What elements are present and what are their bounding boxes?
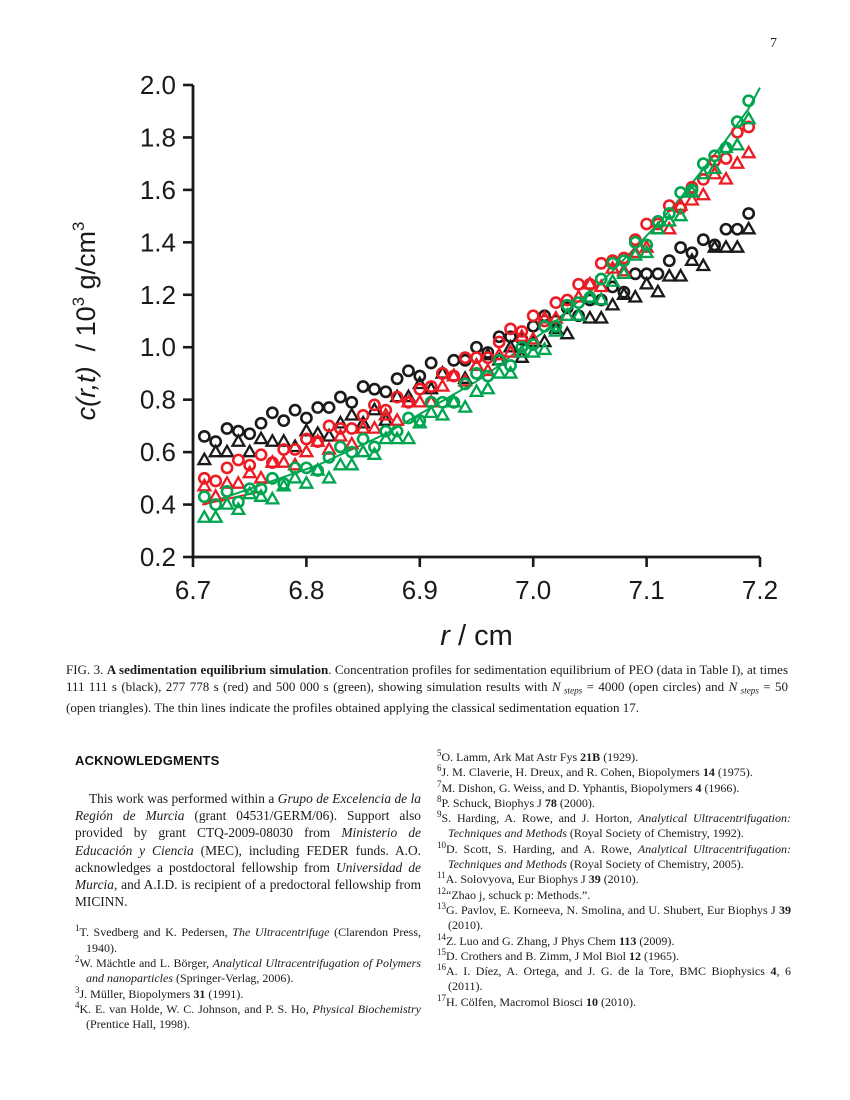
text-segment: (2010). <box>600 872 639 887</box>
x-tick-label: 6.7 <box>174 575 212 605</box>
reference-number: 15 <box>437 946 446 957</box>
data-point-triangle <box>335 459 347 469</box>
data-point-circle <box>596 258 606 268</box>
data-point-triangle <box>255 433 267 443</box>
reference-item <box>75 956 421 987</box>
text-segment: (1965). <box>641 948 679 963</box>
text-segment: 78 <box>544 795 557 810</box>
text-segment: 14 <box>702 765 715 780</box>
data-point-circle <box>664 256 674 266</box>
text-segment: A. Solovyova, Eur Biophys J <box>445 872 589 887</box>
reference-number: 4 <box>75 999 80 1010</box>
data-point-triangle <box>301 477 313 487</box>
data-point-circle <box>267 408 277 418</box>
reference-number: 11 <box>437 870 446 881</box>
data-point-circle <box>199 492 209 502</box>
figure-3-chart <box>55 50 795 670</box>
data-point-triangle <box>244 446 256 456</box>
text-segment: W. Mächtle and L. Börger, <box>79 956 213 971</box>
data-point-circle <box>211 476 221 486</box>
data-point-circle <box>222 423 232 433</box>
data-point-circle <box>744 208 754 218</box>
data-point-circle <box>471 342 481 352</box>
data-point-circle <box>233 455 243 465</box>
text-segment: G. Pavlov, E. Korneeva, N. Smolina, and U. Shubert, Eur Biophys J <box>446 902 779 917</box>
text-segment: (2010). <box>597 994 636 1009</box>
data-point-triangle <box>437 409 449 419</box>
data-point-circle <box>313 402 323 412</box>
acknowledgments-text <box>75 790 421 910</box>
scatter-series-green-circles <box>199 96 754 510</box>
reference-number: 2 <box>75 954 80 965</box>
reference-number: 3 <box>75 984 80 995</box>
x-tick-label: 7.2 <box>741 575 779 605</box>
y-tick-label: 1.2 <box>139 279 176 310</box>
data-point-circle <box>358 434 368 444</box>
data-point-triangle <box>720 241 732 251</box>
data-point-triangle <box>697 260 709 270</box>
text-segment: J. M. Claverie, H. Dreux, and R. Cohen, Biopolymers <box>441 765 703 780</box>
reference-number: 1 <box>75 923 80 934</box>
data-point-circle <box>290 444 300 454</box>
reference-item <box>437 811 791 842</box>
text-segment: (Clarendon Press, 1940). <box>86 925 421 955</box>
data-point-triangle <box>210 446 222 456</box>
data-point-circle <box>392 374 402 384</box>
reference-item <box>75 925 421 956</box>
text-segment: (Prentice Hall, 1998). <box>86 1017 190 1032</box>
data-point-circle <box>381 387 391 397</box>
text-segment: (2010). <box>448 918 483 933</box>
text-segment: , and A.I.D. is recipient of a predoctoral fellowship from MICINN. <box>75 877 421 910</box>
reference-item <box>75 984 421 1002</box>
data-point-circle <box>335 442 345 452</box>
text-segment: 21B <box>580 750 601 764</box>
y-tick-label: 0.2 <box>139 542 176 572</box>
data-point-triangle <box>675 270 687 280</box>
data-point-triangle <box>210 511 222 521</box>
data-point-circle <box>426 358 436 368</box>
data-point-circle <box>551 298 561 308</box>
text-segment: (Royal Society of Chemistry, 1992). <box>566 826 744 841</box>
text-segment: O. Lamm, Ark Mat Astr Fys <box>441 750 581 764</box>
data-point-circle <box>630 269 640 279</box>
x-tick-label: 7.0 <box>515 575 552 605</box>
y-tick-label: 1.8 <box>139 122 176 153</box>
text-segment: P. Schuck, Biophys J <box>441 795 545 810</box>
data-point-circle <box>256 418 266 428</box>
data-point-circle <box>245 429 255 439</box>
text-segment: 39 <box>588 872 601 887</box>
reference-number: 6 <box>437 763 442 774</box>
text-segment: N <box>551 678 561 694</box>
text-segment: (MEC), including FEDER funds. A.O. acknowledges a postdoctoral fellowship from <box>75 842 421 875</box>
reference-item <box>437 946 791 964</box>
reference-item <box>437 992 791 1010</box>
text-segment: T. Svedberg and K. Pedersen, <box>79 925 233 940</box>
data-point-triangle <box>459 401 471 411</box>
data-point-circle <box>528 311 538 321</box>
data-point-circle <box>279 416 289 426</box>
text-segment: 10 <box>585 994 598 1009</box>
reference-item <box>437 839 792 873</box>
text-segment: steps <box>737 685 759 696</box>
text-segment: 39 <box>779 902 791 917</box>
text-segment: J. Müller, Biopolymers <box>79 986 194 1001</box>
data-point-circle <box>290 405 300 415</box>
text-segment: K. E. van Holde, W. C. Johnson, and P. S. Ho, <box>79 1001 313 1016</box>
text-segment: Z. Luo and G. Zhang, J Phys Chem <box>446 933 619 948</box>
reference-number: 8 <box>437 793 442 804</box>
text-segment: 12 <box>629 948 641 963</box>
references-list-right <box>437 750 791 1010</box>
data-point-circle <box>256 450 266 460</box>
reference-number: 17 <box>437 992 446 1003</box>
x-axis-title: r / cm <box>440 620 513 652</box>
data-point-circle <box>358 381 368 391</box>
data-point-triangle <box>595 312 607 322</box>
text-segment: M. Dishon, G. Weiss, and D. Yphantis, Biopolymers <box>441 780 696 795</box>
text-segment: A. I. Díez, A. Ortega, and J. G. de la Tore, BMC Biophysics <box>446 964 771 979</box>
text-segment: = 50 (open triangles). The thin lines indicate the profiles obtained applying the classical sedimentation equation 17. <box>66 678 789 715</box>
reference-item <box>437 900 791 934</box>
reference-number: 5 <box>437 748 442 758</box>
reference-item <box>437 793 791 811</box>
data-point-circle <box>642 219 652 229</box>
reference-item <box>437 750 791 765</box>
scatter-series-black-circles <box>199 208 754 446</box>
scatter-series-black-triangles <box>198 223 754 464</box>
page-number: 7 <box>770 36 777 51</box>
text-segment: . Concentration profiles for sedimentation equilibrium of PEO (data in Table I), at times 111 111 s (black), 277 778 s (red) and 500 000 s (green), showing simulation results with <box>66 662 789 694</box>
data-point-triangle <box>641 278 653 288</box>
data-point-triangle <box>357 446 369 456</box>
data-point-triangle <box>731 139 743 149</box>
reference-item <box>437 931 791 949</box>
reference-item <box>437 964 791 995</box>
data-point-triangle <box>232 435 244 445</box>
reference-item <box>437 778 791 796</box>
reference-number: 14 <box>437 931 446 942</box>
data-point-triangle <box>346 459 358 469</box>
reference-item <box>437 765 791 780</box>
y-tick-label: 0.4 <box>139 489 176 520</box>
text-segment: 31 <box>193 986 206 1001</box>
data-point-triangle <box>652 286 664 296</box>
text-segment: Analytical Ultracentrifugation: Techniques and Methods <box>448 811 791 841</box>
data-point-triangle <box>414 396 426 406</box>
data-point-circle <box>676 242 686 252</box>
text-segment: (Royal Society of Chemistry, 2005). <box>566 857 744 872</box>
data-point-triangle <box>323 472 335 482</box>
text-segment: Physical Biochemistry <box>312 1001 422 1016</box>
figure-caption <box>66 662 788 716</box>
y-tick-label: 0.6 <box>139 437 176 468</box>
text-segment: A sedimentation equilibrium simulation <box>106 662 329 677</box>
data-point-circle <box>573 279 583 289</box>
data-point-circle <box>698 235 708 245</box>
y-axis-title: $c(r,t) / 10^3$ $g/cm^3$ <box>69 221 101 421</box>
text-segment: D. Scott, S. Harding, and A. Rowe, <box>446 841 638 856</box>
data-point-triangle <box>731 157 743 167</box>
data-point-circle <box>721 224 731 234</box>
text-segment: Universidad de Murcia <box>75 859 421 893</box>
data-point-triangle <box>266 435 278 445</box>
text-segment: Ministerio de Educación y Ciencia <box>75 825 421 858</box>
text-segment: “Zhao j, schuck p: Methods.”. <box>446 887 591 902</box>
text-segment: D. Crothers and B. Zimm, J Mol Biol <box>446 948 629 963</box>
data-point-circle <box>449 355 459 365</box>
data-point-triangle <box>743 147 755 157</box>
data-point-triangle <box>629 291 641 301</box>
data-point-circle <box>335 392 345 402</box>
text-segment: 4 <box>695 780 702 795</box>
text-segment: 113 <box>619 933 637 948</box>
left-column <box>75 753 421 1033</box>
y-tick-label: 0.8 <box>139 384 176 415</box>
text-segment: (Springer-Verlag, 2006). <box>173 971 294 986</box>
data-point-circle <box>732 224 742 234</box>
text-segment: The Ultracentrifuge <box>232 925 330 940</box>
data-point-triangle <box>301 446 313 456</box>
data-point-triangle <box>232 477 244 487</box>
data-point-triangle <box>221 446 233 456</box>
text-segment: steps <box>560 685 583 696</box>
reference-number: 10 <box>437 839 446 850</box>
data-point-triangle <box>198 454 210 464</box>
acknowledgments-heading: ACKNOWLEDGMENTS <box>75 753 220 768</box>
x-tick-label: 7.1 <box>628 575 665 605</box>
text-segment: (grant 04531/GERM/06). Support also provided by grant CTQ-2009-08030 from <box>75 808 421 841</box>
text-segment: (1966). <box>701 780 740 795</box>
data-point-triangle <box>346 409 358 419</box>
x-tick-label: 6.9 <box>401 575 438 605</box>
data-point-triangle <box>482 383 494 393</box>
data-point-circle <box>732 127 742 137</box>
reference-item <box>437 872 791 887</box>
right-column <box>437 750 791 1010</box>
text-segment: Analytical Ultracentrifugation: Techniques and Methods <box>448 841 792 872</box>
text-segment: N <box>728 678 738 694</box>
text-segment: (1929). <box>600 750 639 764</box>
text-segment: (2009). <box>636 933 675 948</box>
references-list-left <box>75 925 421 1032</box>
text-segment: S. Harding, A. Rowe, and J. Horton, <box>441 811 638 826</box>
data-point-triangle <box>391 414 403 424</box>
data-point-circle <box>369 384 379 394</box>
text-segment: H. Cölfen, Macromol Biosci <box>446 994 586 1009</box>
data-point-triangle <box>663 270 675 280</box>
data-point-circle <box>528 321 538 331</box>
y-tick-label: 1.0 <box>139 332 176 363</box>
data-point-triangle <box>255 472 267 482</box>
data-point-triangle <box>743 223 755 233</box>
data-point-triangle <box>198 511 210 521</box>
sedimentation-equilibrium-plot <box>55 50 795 670</box>
reference-number: 13 <box>437 900 446 911</box>
data-point-triangle <box>403 433 415 443</box>
data-point-circle <box>222 463 232 473</box>
data-point-circle <box>653 269 663 279</box>
reference-item <box>75 999 422 1033</box>
text-segment: = 4000 (open circles) and <box>582 678 729 694</box>
text-segment: FIG. 3. <box>66 662 107 677</box>
data-point-circle <box>301 413 311 423</box>
reference-number: 12 <box>437 885 446 896</box>
data-point-triangle <box>425 406 437 416</box>
data-point-triangle <box>437 380 449 390</box>
data-point-circle <box>324 402 334 412</box>
x-tick-label: 6.8 <box>288 575 325 605</box>
text-segment: This work was performed within a <box>89 791 278 806</box>
text-segment: Grupo de Excelencia de la Región de Murcia <box>75 791 421 824</box>
text-segment: (1991). <box>205 986 244 1001</box>
data-point-circle <box>347 397 357 407</box>
text-segment: (2000). <box>556 795 595 810</box>
text-segment: Analytical Ultracentrifugation of Polymers and nanoparticles <box>86 956 421 986</box>
y-tick-label: 2.0 <box>139 70 176 100</box>
y-tick-label: 1.4 <box>139 227 176 258</box>
data-point-triangle <box>720 173 732 183</box>
data-point-circle <box>721 153 731 163</box>
data-point-triangle <box>278 456 290 466</box>
scatter-series-red-circles <box>199 122 754 486</box>
text-segment: 4 <box>770 964 777 979</box>
reference-number: 7 <box>437 778 442 789</box>
reference-item <box>437 885 791 903</box>
data-point-triangle <box>369 422 381 432</box>
text-segment: (1975). <box>714 765 753 780</box>
reference-number: 9 <box>437 809 442 820</box>
reference-number: 16 <box>437 962 446 973</box>
data-point-circle <box>199 431 209 441</box>
text-segment: , 6 (2011). <box>448 964 792 994</box>
data-point-circle <box>403 366 413 376</box>
data-point-triangle <box>731 241 743 251</box>
y-tick-label: 1.6 <box>139 174 176 205</box>
data-point-triangle <box>266 493 278 503</box>
